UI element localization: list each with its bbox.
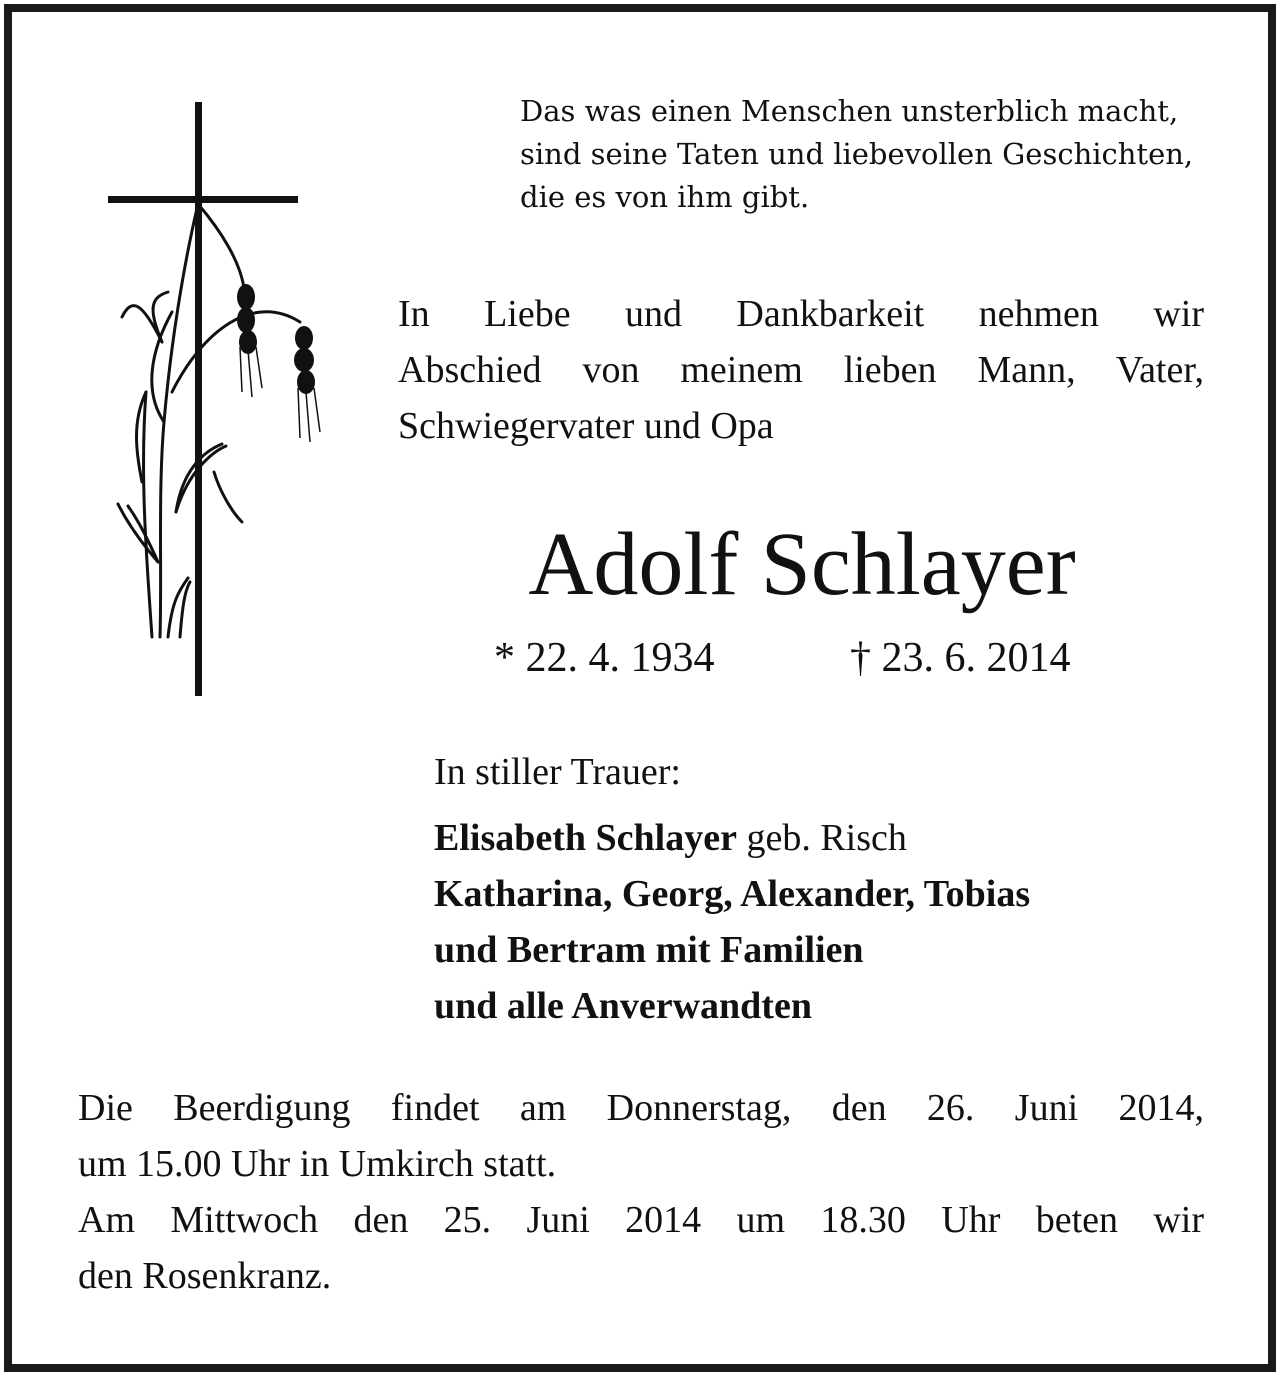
farewell-intro bbox=[398, 286, 1204, 454]
funeral-line: Am Mittwoch den 25. Juni 2014 um 18.30 Uhr beten wir bbox=[78, 1199, 1204, 1241]
funeral-line: Die Beerdigung findet am Donnerstag, den 26. Juni 2014, bbox=[78, 1087, 1204, 1129]
death-date: † 23. 6. 2014 bbox=[850, 635, 1071, 681]
mourning-label: In stiller Trauer: bbox=[434, 751, 681, 793]
funeral-details bbox=[78, 1080, 1204, 1304]
quote-line: Das was einen Menschen unsterblich macht, bbox=[520, 94, 1179, 128]
funeral-line: den Rosenkranz. bbox=[78, 1255, 332, 1297]
memorial-quote bbox=[520, 90, 1220, 219]
funeral-line: um 15.00 Uhr in Umkirch statt. bbox=[78, 1143, 557, 1185]
family-line: und alle Anverwandten bbox=[434, 985, 812, 1027]
family-line: und Bertram mit Familien bbox=[434, 929, 864, 971]
intro-line: Abschied von meinem lieben Mann, Vater, bbox=[398, 349, 1204, 391]
cross-with-wheat-icon bbox=[92, 92, 352, 702]
spouse-name: Elisabeth Schlayer bbox=[434, 817, 737, 859]
intro-line: In Liebe und Dankbarkeit nehmen wir bbox=[398, 293, 1204, 335]
quote-line: die es von ihm gibt. bbox=[520, 180, 810, 214]
spouse-maiden-name: geb. Risch bbox=[736, 817, 907, 859]
birth-date: * 22. 4. 1934 bbox=[494, 635, 715, 681]
spouse-line bbox=[434, 810, 1030, 866]
mourners-list bbox=[434, 810, 1030, 1034]
quote-line: sind seine Taten und liebevollen Geschichten, bbox=[520, 137, 1194, 171]
deceased-name: Adolf Schlayer bbox=[528, 515, 1076, 614]
intro-line: Schwiegervater und Opa bbox=[398, 405, 774, 447]
family-line: Katharina, Georg, Alexander, Tobias bbox=[434, 873, 1031, 915]
obituary-notice bbox=[4, 4, 1276, 1372]
